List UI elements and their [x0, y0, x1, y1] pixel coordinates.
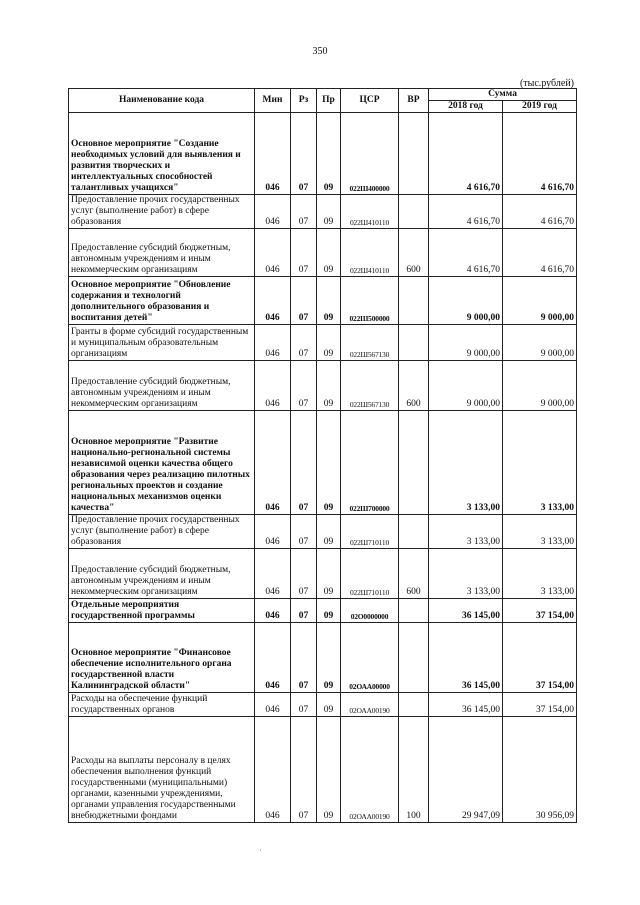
cell-min: 046 [255, 623, 291, 693]
header-rz: Рз [291, 89, 317, 113]
budget-table [68, 88, 577, 823]
cell-csr: 02О0000000 [341, 599, 399, 623]
cell-csr: 02ОАА00190 [341, 693, 399, 717]
table-row [69, 717, 577, 823]
cell-vr: 600 [399, 361, 429, 411]
cell-pr: 09 [317, 515, 341, 549]
cell-csr: 022Ш710110 [341, 549, 399, 599]
table-row [69, 411, 577, 515]
table-row [69, 361, 577, 411]
cell-2018: 9 000,00 [429, 277, 503, 325]
cell-rz: 07 [291, 515, 317, 549]
cell-pr: 09 [317, 195, 341, 229]
cell-vr [399, 277, 429, 325]
cell-2019: 37 154,00 [503, 599, 577, 623]
cell-2018: 3 133,00 [429, 549, 503, 599]
cell-vr [399, 113, 429, 195]
cell-2019: 37 154,00 [503, 693, 577, 717]
cell-csr: 02ОАА00190 [341, 717, 399, 823]
cell-name: Основное мероприятие "Развитие национально-региональной системы независимой оценки качества общего образования через реализацию пилотных региональных проектов и создание национальных механизмов оценки качества" [69, 411, 255, 515]
cell-vr [399, 623, 429, 693]
cell-2018: 3 133,00 [429, 411, 503, 515]
cell-vr [399, 693, 429, 717]
cell-2019: 3 133,00 [503, 411, 577, 515]
cell-2018: 4 616,70 [429, 195, 503, 229]
table-row [69, 113, 577, 195]
header-min: Мин [255, 89, 291, 113]
cell-2018: 4 616,70 [429, 113, 503, 195]
cell-2018: 3 133,00 [429, 515, 503, 549]
header-name: Наименование кода [69, 89, 255, 113]
cell-vr: 600 [399, 549, 429, 599]
table-row [69, 195, 577, 229]
table-row [69, 693, 577, 717]
cell-vr [399, 325, 429, 361]
cell-min: 046 [255, 229, 291, 277]
cell-2019: 3 133,00 [503, 515, 577, 549]
cell-2019: 3 133,00 [503, 549, 577, 599]
cell-2019: 37 154,00 [503, 623, 577, 693]
cell-2019: 4 616,70 [503, 229, 577, 277]
cell-min: 046 [255, 599, 291, 623]
table-body [69, 113, 577, 823]
cell-pr: 09 [317, 549, 341, 599]
cell-2018: 36 145,00 [429, 693, 503, 717]
cell-name: Предоставление прочих государственных услуг (выполнение работ) в сфере образования [69, 195, 255, 229]
cell-2019: 4 616,70 [503, 195, 577, 229]
cell-pr: 09 [317, 325, 341, 361]
cell-rz: 07 [291, 549, 317, 599]
cell-min: 046 [255, 277, 291, 325]
header-vr: ВР [399, 89, 429, 113]
cell-name: Отдельные мероприятия государственной программы [69, 599, 255, 623]
cell-name: Предоставление субсидий бюджетным, автономным учреждениям и иным некоммерческим организациям [69, 549, 255, 599]
cell-vr [399, 515, 429, 549]
cell-pr: 09 [317, 623, 341, 693]
table-row [69, 229, 577, 277]
cell-min: 046 [255, 361, 291, 411]
header-sum: Сумма [429, 89, 577, 101]
cell-csr: 022Ш700000 [341, 411, 399, 515]
cell-rz: 07 [291, 325, 317, 361]
cell-vr: 600 [399, 229, 429, 277]
cell-csr: 022Ш410110 [341, 195, 399, 229]
cell-csr: 022Ш500000 [341, 277, 399, 325]
cell-vr [399, 599, 429, 623]
cell-min: 046 [255, 195, 291, 229]
table-row [69, 515, 577, 549]
cell-pr: 09 [317, 599, 341, 623]
cell-rz: 07 [291, 411, 317, 515]
cell-vr [399, 195, 429, 229]
cell-csr: 022Ш400000 [341, 113, 399, 195]
cell-name: Расходы на выплаты персоналу в целях обеспечения выполнения функций государственными (муниципальными) органами, казенными учреждениями, органами управления государственными внебюджетными фондами [69, 717, 255, 823]
cell-rz: 07 [291, 623, 317, 693]
cell-2019: 9 000,00 [503, 277, 577, 325]
cell-csr: 022Ш567130 [341, 361, 399, 411]
cell-name: Основное мероприятие "Обновление содержания и технологий дополнительного образования и воспитания детей" [69, 277, 255, 325]
cell-pr: 09 [317, 693, 341, 717]
cell-min: 046 [255, 717, 291, 823]
cell-csr: 022Ш567130 [341, 325, 399, 361]
cell-name: Предоставление субсидий бюджетным, автономным учреждениям и иным некоммерческим организациям [69, 361, 255, 411]
cell-name: Расходы на обеспечение функций государственных органов [69, 693, 255, 717]
cell-2019: 9 000,00 [503, 325, 577, 361]
cell-vr: 100 [399, 717, 429, 823]
header-pr: Пр [317, 89, 341, 113]
scan-mark: · [259, 846, 262, 855]
header-row-top [69, 89, 577, 101]
cell-min: 046 [255, 411, 291, 515]
table-row [69, 623, 577, 693]
cell-pr: 09 [317, 113, 341, 195]
cell-2018: 4 616,70 [429, 229, 503, 277]
cell-rz: 07 [291, 599, 317, 623]
cell-pr: 09 [317, 411, 341, 515]
cell-pr: 09 [317, 361, 341, 411]
table-row [69, 325, 577, 361]
cell-2018: 29 947,09 [429, 717, 503, 823]
cell-rz: 07 [291, 195, 317, 229]
cell-csr: 022Ш710110 [341, 515, 399, 549]
units-label: (тыс.рублей) [519, 78, 574, 89]
cell-2018: 9 000,00 [429, 361, 503, 411]
cell-min: 046 [255, 693, 291, 717]
cell-name: Предоставление прочих государственных услуг (выполнение работ) в сфере образования [69, 515, 255, 549]
cell-rz: 07 [291, 717, 317, 823]
cell-2019: 30 956,09 [503, 717, 577, 823]
cell-pr: 09 [317, 717, 341, 823]
cell-min: 046 [255, 325, 291, 361]
header-2019: 2019 год [503, 101, 577, 113]
cell-name: Предоставление субсидий бюджетным, автономным учреждениям и иным некоммерческим организациям [69, 229, 255, 277]
cell-rz: 07 [291, 693, 317, 717]
cell-2018: 9 000,00 [429, 325, 503, 361]
cell-2018: 36 145,00 [429, 599, 503, 623]
cell-rz: 07 [291, 113, 317, 195]
cell-rz: 07 [291, 229, 317, 277]
table-row [69, 277, 577, 325]
cell-min: 046 [255, 515, 291, 549]
header-csr: ЦСР [341, 89, 399, 113]
cell-csr: 02ОАА00000 [341, 623, 399, 693]
cell-min: 046 [255, 113, 291, 195]
cell-2019: 9 000,00 [503, 361, 577, 411]
page-number: 350 [312, 46, 328, 57]
cell-2018: 36 145,00 [429, 623, 503, 693]
cell-name: Основное мероприятие "Создание необходимых условий для выявления и развития творческих и интеллектуальных способностей талантливых учащихся" [69, 113, 255, 195]
cell-min: 046 [255, 549, 291, 599]
cell-rz: 07 [291, 361, 317, 411]
cell-pr: 09 [317, 229, 341, 277]
cell-csr: 022Ш410110 [341, 229, 399, 277]
table-row [69, 599, 577, 623]
cell-name: Основное мероприятие "Финансовое обеспечение исполнительного органа государственной власти Калининградской области" [69, 623, 255, 693]
header-2018: 2018 год [429, 101, 503, 113]
cell-2019: 4 616,70 [503, 113, 577, 195]
cell-pr: 09 [317, 277, 341, 325]
cell-rz: 07 [291, 277, 317, 325]
table-row [69, 549, 577, 599]
cell-vr [399, 411, 429, 515]
cell-name: Гранты в форме субсидий государственным и муниципальным образовательным организациям [69, 325, 255, 361]
